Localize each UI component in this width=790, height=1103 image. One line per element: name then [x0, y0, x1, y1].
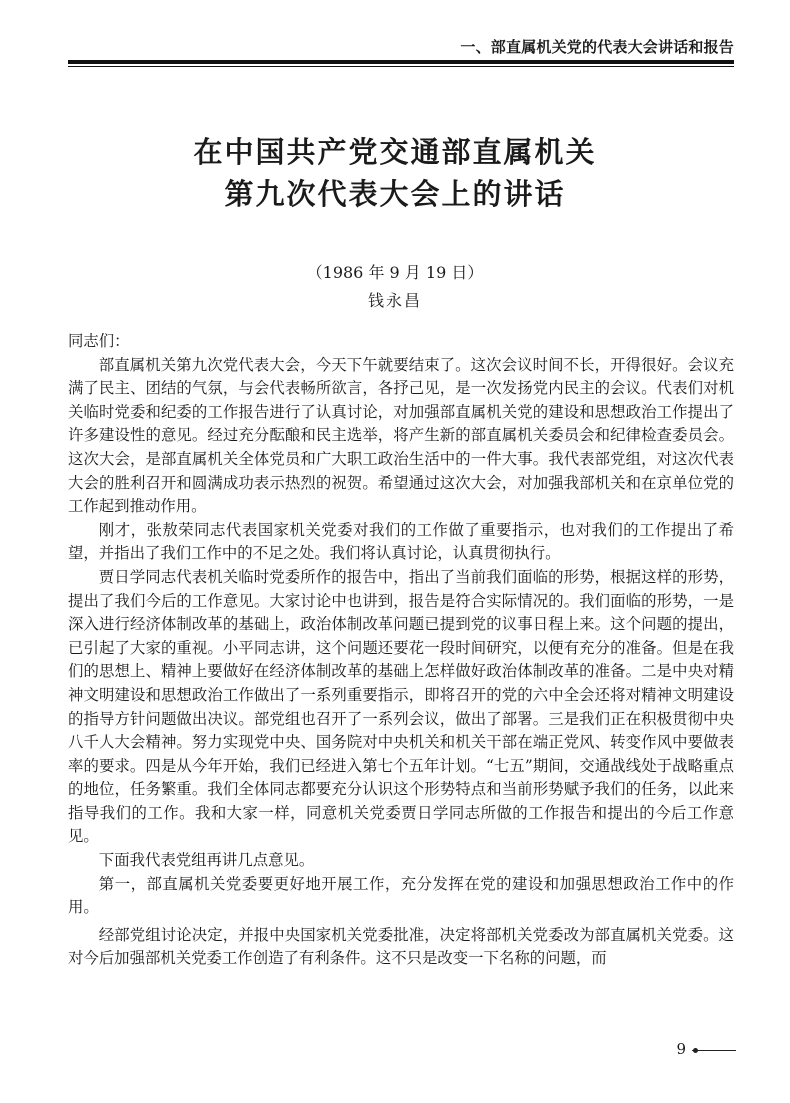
body-text	[68, 330, 734, 971]
title-line-1: 在中国共产党交通部直属机关	[193, 135, 597, 169]
author-name: 钱永昌	[367, 291, 422, 310]
page-number: 9	[676, 1040, 686, 1058]
paragraph: 第一，部直属机关党委要更好地开展工作，充分发挥在党的建设和加强思想政治工作中的作用。	[68, 874, 734, 917]
paragraph: 刚才，张敖荣同志代表国家机关党委对我们的工作做了重要指示，也对我们的工作提出了希望，并指出了我们工作中的不足之处。我们将认真讨论，认真贯彻执行。	[68, 520, 734, 563]
page-marker-rule	[692, 1050, 736, 1051]
paragraph: 贾日学同志代表机关临时党委所作的报告中，指出了当前我们面临的形势，根据这样的形势，提出了我们今后的工作意见。大家讨论中也讲到，报告是符合实际情况的。我们面临的形势，一是深入进行经济体制改革的基础上，政治体制改革问题已提到党的议事日程上来。这个问题的提出，已引起了大家的重视。小平同志讲，这个问题还要花一段时间研究，以便有充分的准备。但是在我们的思想上、精神上要做好在经济体制改革的基础上怎样做好政治体制改革的准备。二是中央对精神文明建设和思想政治工作做出了一系列重要指示，即将召开的党的六中全会还将对精神文明建设的指导方针问题做出决议。部党组也召开了一系列会议，做出了部署。三是我们正在积极贯彻中央八千人大会精神。努力实现党中央、国务院对中央机关和机关干部在端正党风、转变作风中要做表率的要求。四是从今年开始，我们已经进入第七个五年计划。“七五”期间，交通战线处于战略重点的地位，任务繁重。我们全体同志都要充分认识这个形势特点和当前形势赋予我们的任务，以此来指导我们的工作。我和大家一样，同意机关党委贾日学同志所做的工作报告和提出的今后工作意见。	[68, 567, 734, 846]
header-rule-thick	[68, 60, 734, 64]
salutation: 同志们：	[68, 332, 130, 350]
paragraph: 经部党组讨论决定，并报中央国家机关党委批准，决定将部机关党委改为部直属机关党委。这对今后加强部机关党委工作创造了有利条件。这不只是改变一下名称的问题，而	[68, 925, 734, 968]
speech-date: （1986 年 9 月 19 日）	[306, 263, 484, 282]
title-line-2: 第九次代表大会上的讲话	[224, 177, 566, 211]
paragraph: 下面我代表党组再讲几点意见。	[98, 851, 315, 870]
paragraph: 部直属机关第九次党代表大会，今天下午就要结束了。这次会议时间不长，开得很好。会议充满了民主、团结的气氛，与会代表畅所欲言，各抒己见，是一次发扬党内民主的会议。代表们对机关临时党委和纪委的工作报告进行了认真讨论，对加强部直属机关党的建设和思想政治工作提出了许多建设性的意见。经过充分酝酿和民主选举，将产生新的部直属机关委员会和纪律检查委员会。这次大会，是部直属机关全体党员和广大职工政治生活中的一件大事。我代表部党组，对这次代表大会的胜利召开和圆满成功表示热烈的祝贺。希望通过这次大会，对加强我部机关和在京单位党的工作起到推动作用。	[68, 355, 734, 516]
running-header: 一、部直属机关党的代表大会讲话和报告	[460, 38, 734, 56]
header-rule-thin	[68, 66, 734, 67]
